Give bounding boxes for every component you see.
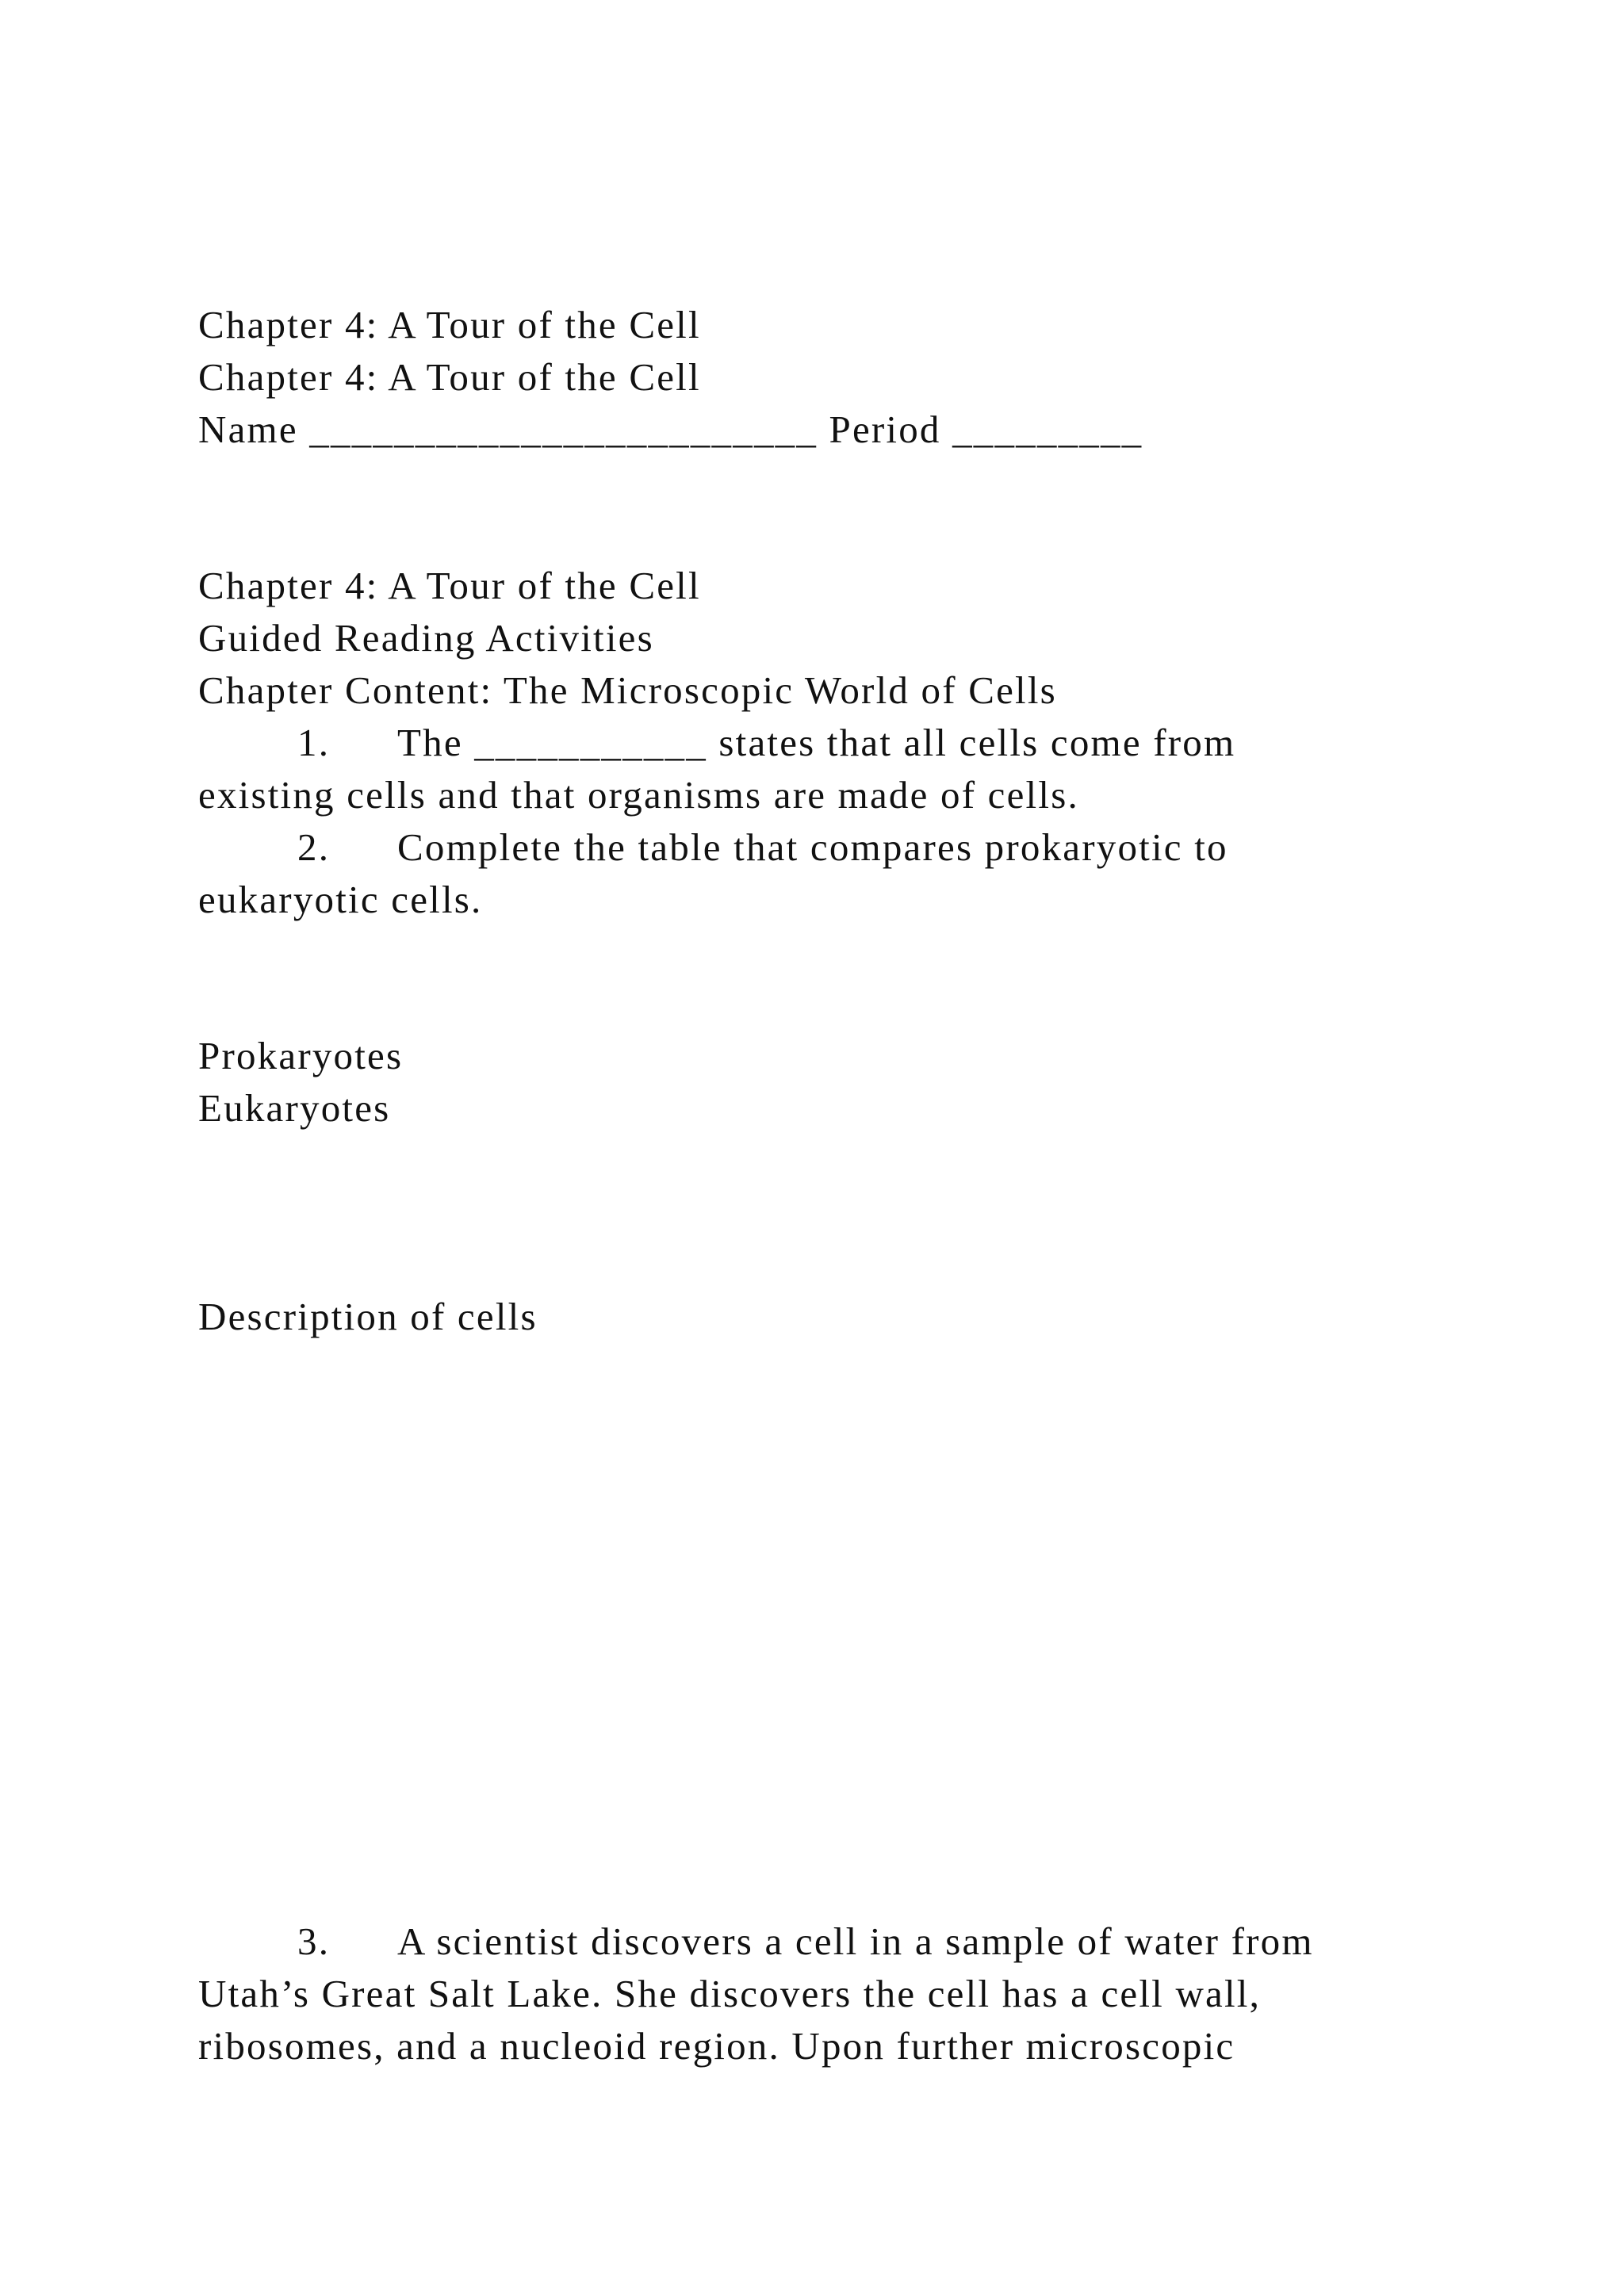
question-2-line-1 [297, 825, 1228, 869]
question-3-line-2: Utah’s Great Salt Lake. She discovers the cell has a cell wall, [198, 1972, 1262, 2015]
name-period-line: Name ________________________ Period _________ [198, 408, 1143, 451]
question-1-line-2: existing cells and that organisms are made of cells. [198, 773, 1079, 817]
section-title: Chapter 4: A Tour of the Cell [198, 564, 701, 607]
question-number: 1. [297, 721, 331, 764]
section-subtitle: Guided Reading Activities [198, 616, 654, 660]
content-heading: Chapter Content: The Microscopic World of Cells [198, 668, 1057, 712]
table-header-eukaryotes: Eukaryotes [198, 1086, 391, 1130]
question-text: Complete the table that compares prokaryotic to [397, 825, 1228, 869]
question-number: 3. [297, 1919, 331, 1963]
question-text: The ___________ states that all cells come from [397, 721, 1236, 764]
question-number: 2. [297, 825, 331, 869]
question-3-line-1 [297, 1919, 1314, 1963]
header-title-1: Chapter 4: A Tour of the Cell [198, 303, 701, 346]
table-header-prokaryotes: Prokaryotes [198, 1034, 404, 1077]
header-title-2: Chapter 4: A Tour of the Cell [198, 355, 701, 399]
question-text: A scientist discovers a cell in a sample of water from [397, 1919, 1314, 1963]
question-2-line-2: eukaryotic cells. [198, 878, 483, 921]
question-1-line-1 [297, 723, 1235, 762]
question-3-line-3: ribosomes, and a nucleoid region. Upon further microscopic [198, 2024, 1235, 2068]
table-row-description: Description of cells [198, 1295, 538, 1338]
